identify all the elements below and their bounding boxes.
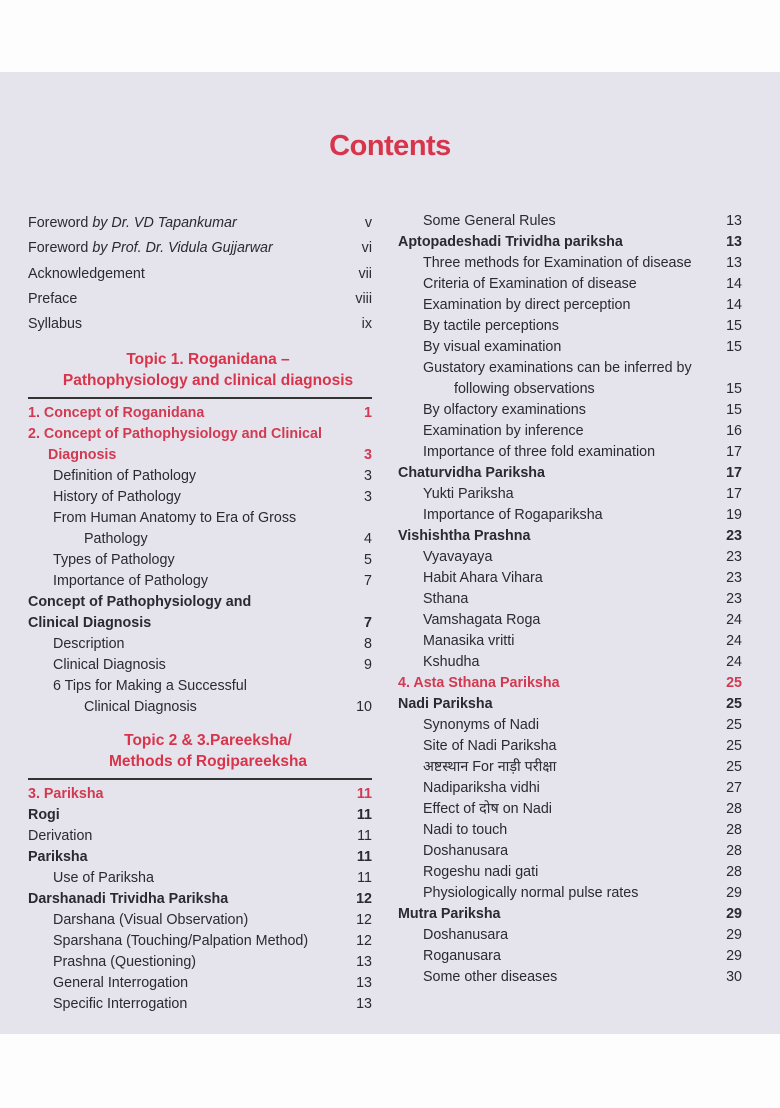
- toc-entry-title: Habit Ahara Vihara: [423, 570, 543, 586]
- toc-entry-page: 25: [726, 717, 742, 733]
- toc-entry-page: 15: [726, 381, 742, 397]
- toc-entry-page: 23: [726, 549, 742, 565]
- toc-entry-title: Physiologically normal pulse rates: [423, 885, 639, 901]
- toc-entry: [28, 889, 372, 910]
- toc-entry-page: 3: [364, 468, 372, 485]
- toc-entry-page: ix: [361, 316, 372, 333]
- toc-entry: [398, 337, 742, 358]
- toc-entry-title-cont: Clinical Diagnosis: [28, 615, 152, 632]
- topic-heading: [28, 718, 372, 780]
- toc-entry-page: 29: [726, 906, 742, 922]
- toc-entry-title: Types of Pathology: [53, 552, 175, 569]
- toc-entry: [398, 883, 742, 904]
- toc-entry-title: Use of Pariksha: [53, 870, 154, 887]
- toc-entry: [398, 610, 742, 631]
- toc-entry-page: 12: [356, 891, 372, 908]
- toc-entry-page: 24: [726, 654, 742, 670]
- toc-entry-page: 29: [726, 948, 742, 964]
- toc-entry-title: From Human Anatomy to Era of Gross: [53, 510, 297, 527]
- toc-entry-page: 13: [356, 954, 372, 971]
- toc-entry: [28, 931, 372, 952]
- toc-entry: [28, 466, 372, 487]
- toc-entry-continuation: [398, 379, 742, 400]
- toc-entry-page: 17: [726, 486, 742, 502]
- toc-entry-title: Prashna (Questioning): [53, 954, 197, 971]
- toc-entry-title: 4. Asta Sthana Pariksha: [398, 675, 560, 691]
- toc-entry-page: 27: [726, 780, 742, 796]
- toc-entry: [28, 211, 372, 236]
- toc-entry-title: Roganusara: [423, 948, 501, 964]
- toc-entry-title: 6 Tips for Making a Successful: [53, 678, 247, 695]
- toc-entry: [28, 973, 372, 994]
- toc-entry-page: 11: [356, 786, 372, 803]
- toc-entry-title: Doshanusara: [423, 843, 509, 859]
- toc-entry-page: 13: [356, 996, 372, 1013]
- toc-entry-title: Some General Rules: [423, 213, 556, 229]
- toc-entry-page: 23: [726, 591, 742, 607]
- toc-entry-page: 25: [726, 696, 742, 712]
- toc-entry-page: 11: [356, 807, 372, 824]
- toc-entry: [28, 784, 372, 805]
- toc-entry: [398, 925, 742, 946]
- toc-entry-continuation: [28, 697, 372, 718]
- toc-entry-page: 16: [726, 423, 742, 439]
- toc-entry-page: 24: [726, 612, 742, 628]
- toc-entry-title: Definition of Pathology: [53, 468, 197, 485]
- toc-entry-page: 14: [726, 276, 742, 292]
- topic-heading-line: Methods of Rogipareeksha: [108, 753, 308, 771]
- toc-entry: [398, 232, 742, 253]
- toc-entry-continuation: [28, 445, 372, 466]
- toc-entry-page: 19: [726, 507, 742, 523]
- toc-entry-title: Specific Interrogation: [53, 996, 188, 1013]
- toc-entry-continuation: [28, 613, 372, 634]
- toc-entry: [28, 287, 372, 312]
- contents-right-column: [398, 211, 742, 988]
- toc-entry-title: Syllabus: [28, 316, 83, 333]
- toc-entry: [398, 274, 742, 295]
- toc-entry: [28, 403, 372, 424]
- toc-entry-title: Darshanadi Trividha Pariksha: [28, 891, 229, 908]
- toc-entry-title: Sparshana (Touching/Palpation Method): [53, 933, 309, 950]
- toc-entry-title-text: Foreword: [28, 215, 93, 231]
- toc-entry: [28, 424, 372, 445]
- toc-entry: [398, 841, 742, 862]
- toc-entry-page: vii: [358, 265, 372, 282]
- toc-entry-title: By tactile perceptions: [423, 318, 559, 334]
- toc-entry-title: 1. Concept of Roganidana: [28, 405, 205, 422]
- toc-entry-page: 5: [364, 552, 372, 569]
- toc-entry: [398, 694, 742, 715]
- toc-entry-title: Vishishtha Prashna: [398, 528, 531, 544]
- toc-entry-title: Kshudha: [423, 654, 480, 670]
- toc-entry-page: v: [364, 215, 372, 231]
- toc-entry: [398, 484, 742, 505]
- toc-entry-title: Vyavayaya: [423, 549, 493, 565]
- toc-entry-page: 29: [726, 927, 742, 943]
- toc-entry-title-cont: Diagnosis: [48, 447, 117, 464]
- toc-entry-title: By visual examination: [423, 339, 562, 355]
- toc-entry-title: Aptopadeshadi Trividha pariksha: [398, 234, 623, 250]
- toc-entry-page: 28: [726, 864, 742, 880]
- toc-entry-title: Chaturvidha Pariksha: [398, 465, 545, 481]
- toc-entry-title: History of Pathology: [53, 489, 181, 506]
- toc-entry-page: vi: [361, 240, 372, 257]
- toc-entry-title: Pariksha: [28, 849, 88, 866]
- page-title: Contents: [329, 130, 451, 162]
- topic-heading-line: Topic 1. Roganidana –: [126, 351, 290, 369]
- toc-entry-title: Doshanusara: [423, 927, 509, 943]
- toc-entry-page: 17: [726, 444, 742, 460]
- toc-entry-page: 23: [726, 570, 742, 586]
- toc-entry-title: Darshana (Visual Observation): [53, 912, 249, 929]
- toc-entry: [28, 847, 372, 868]
- toc-entry: [398, 547, 742, 568]
- toc-entry: [28, 508, 372, 529]
- toc-entry-title: Some other diseases: [423, 969, 558, 985]
- toc-entry: [28, 952, 372, 973]
- toc-entry: [398, 673, 742, 694]
- toc-entry-title: Derivation: [28, 828, 93, 845]
- toc-entry-page: 7: [364, 615, 372, 632]
- toc-entry-title: 2. Concept of Pathophysiology and Clinical: [28, 426, 322, 443]
- toc-entry: [28, 676, 372, 697]
- toc-entry: [28, 805, 372, 826]
- toc-entry-page: 3: [364, 447, 372, 464]
- toc-entry-title: Manasika vritti: [423, 633, 515, 649]
- toc-entry: [28, 994, 372, 1015]
- toc-entry: [28, 655, 372, 676]
- toc-entry-title: [28, 211, 237, 236]
- toc-entry-title: Three methods for Examination of disease: [423, 255, 692, 271]
- contents-left-column: [28, 211, 372, 1015]
- toc-entry: [28, 487, 372, 508]
- toc-entry: [28, 262, 372, 287]
- toc-entry-page: 17: [726, 465, 742, 481]
- toc-entry: [398, 862, 742, 883]
- toc-entry: [398, 253, 742, 274]
- toc-entry-page: 28: [726, 843, 742, 859]
- toc-entry-page: 25: [726, 675, 742, 691]
- toc-entry-title: [28, 236, 273, 261]
- toc-entry: [398, 505, 742, 526]
- toc-entry: [398, 211, 742, 232]
- toc-entry-title: Clinical Diagnosis: [53, 657, 166, 674]
- toc-entry: [398, 736, 742, 757]
- toc-entry-page: 13: [356, 975, 372, 992]
- toc-entry-title: 3. Pariksha: [28, 786, 104, 803]
- toc-entry: [28, 910, 372, 931]
- toc-entry-page: 12: [356, 912, 372, 929]
- toc-entry-page: 28: [726, 801, 742, 817]
- toc-entry-page: 1: [364, 405, 372, 422]
- toc-entry-page: 25: [726, 738, 742, 754]
- toc-entry-title: Importance of Rogapariksha: [423, 507, 603, 523]
- toc-entry-page: 10: [356, 699, 372, 716]
- toc-entry-page: 24: [726, 633, 742, 649]
- toc-entry: [398, 421, 742, 442]
- toc-entry-page: 15: [726, 402, 742, 418]
- toc-entry: [398, 967, 742, 988]
- toc-entry-page: 11: [356, 849, 372, 866]
- toc-entry-title: Concept of Pathophysiology and: [28, 594, 252, 611]
- toc-entry-title: Examination by inference: [423, 423, 584, 439]
- topic-heading: [28, 337, 372, 399]
- toc-entry: [398, 442, 742, 463]
- toc-entry-page: 23: [726, 528, 742, 544]
- toc-entry-author: by Prof. Dr. Vidula Gujjarwar: [92, 240, 273, 257]
- toc-entry-title: अष्टस्थान For नाड़ी परीक्षा: [423, 759, 557, 775]
- toc-entry: [398, 316, 742, 337]
- toc-entry-title: Effect of दोष on Nadi: [423, 801, 552, 817]
- toc-entry: [398, 463, 742, 484]
- toc-entry: [398, 295, 742, 316]
- toc-entry: [398, 526, 742, 547]
- toc-entry-title: Acknowledgement: [28, 265, 145, 282]
- toc-entry: [398, 904, 742, 925]
- toc-entry-title-text: Foreword: [28, 240, 93, 257]
- toc-entry-page: 30: [726, 969, 742, 985]
- toc-entry-title-cont: following observations: [454, 381, 595, 397]
- toc-entry-title: Yukti Pariksha: [423, 486, 514, 502]
- toc-entry: [398, 631, 742, 652]
- toc-entry: [28, 868, 372, 889]
- toc-entry-title-cont: Pathology: [84, 531, 148, 548]
- toc-entry-page: 11: [357, 870, 372, 887]
- toc-entry: [28, 571, 372, 592]
- toc-entry-title: Importance of three fold examination: [423, 444, 656, 460]
- toc-entry-continuation: [28, 529, 372, 550]
- toc-entry-page: 15: [726, 339, 742, 355]
- toc-entry-title: Examination by direct perception: [423, 297, 631, 313]
- toc-entry-title: General Interrogation: [53, 975, 189, 992]
- topic-heading-line: Topic 2 & 3.Pareeksha/: [124, 732, 292, 750]
- toc-entry-page: 11: [357, 828, 372, 845]
- toc-entry-page: 14: [726, 297, 742, 313]
- toc-entry: [28, 592, 372, 613]
- toc-entry-title: By olfactory examinations: [423, 402, 586, 418]
- toc-entry-title-cont: Clinical Diagnosis: [84, 699, 197, 716]
- toc-entry-title: Rogi: [28, 807, 60, 824]
- toc-entry-title: Gustatory examinations can be inferred by: [423, 360, 692, 376]
- toc-entry: [28, 312, 372, 337]
- toc-entry-title: Criteria of Examination of disease: [423, 276, 637, 292]
- toc-entry-page: 13: [726, 255, 742, 271]
- toc-entry: [28, 236, 372, 261]
- toc-entry-title: Nadi Pariksha: [398, 696, 493, 712]
- toc-entry: [398, 589, 742, 610]
- toc-entry-title: Importance of Pathology: [53, 573, 208, 590]
- toc-entry: [28, 826, 372, 847]
- toc-entry: [28, 550, 372, 571]
- toc-entry-page: 13: [726, 234, 742, 250]
- toc-entry-page: 3: [364, 489, 372, 506]
- toc-entry: [398, 778, 742, 799]
- toc-entry-page: 28: [726, 822, 742, 838]
- toc-entry-title: Vamshagata Roga: [423, 612, 541, 628]
- toc-entry-page: 8: [364, 636, 372, 653]
- toc-entry-page: 15: [726, 318, 742, 334]
- toc-entry-author: by Dr. VD Tapankumar: [92, 215, 237, 231]
- toc-entry-title: Mutra Pariksha: [398, 906, 501, 922]
- toc-entry-page: 4: [364, 531, 372, 548]
- toc-entry-page: 7: [364, 573, 372, 590]
- toc-entry-title: Rogeshu nadi gati: [423, 864, 539, 880]
- toc-entry-title: Site of Nadi Pariksha: [423, 738, 557, 754]
- toc-entry-title: Description: [53, 636, 125, 653]
- toc-entry-page: viii: [355, 290, 372, 307]
- toc-entry: [398, 820, 742, 841]
- toc-entry: [398, 715, 742, 736]
- toc-entry-title: Preface: [28, 290, 78, 307]
- toc-entry-title: Nadi to touch: [423, 822, 508, 838]
- toc-entry: [398, 358, 742, 379]
- toc-entry-page: 13: [726, 213, 742, 229]
- toc-entry: [398, 568, 742, 589]
- toc-entry: [398, 652, 742, 673]
- topic-heading-line: Pathophysiology and clinical diagnosis: [62, 372, 354, 390]
- toc-entry-title: Synonyms of Nadi: [423, 717, 540, 733]
- toc-entry: [398, 757, 742, 778]
- toc-entry-page: 29: [726, 885, 742, 901]
- toc-entry-title: Sthana: [423, 591, 469, 607]
- toc-entry-title: Nadipariksha vidhi: [423, 780, 540, 796]
- toc-entry: [398, 946, 742, 967]
- toc-entry-page: 9: [364, 657, 372, 674]
- toc-entry-page: 25: [726, 759, 742, 775]
- toc-entry: [28, 634, 372, 655]
- toc-entry: [398, 400, 742, 421]
- toc-entry-page: 12: [356, 933, 372, 950]
- toc-entry: [398, 799, 742, 820]
